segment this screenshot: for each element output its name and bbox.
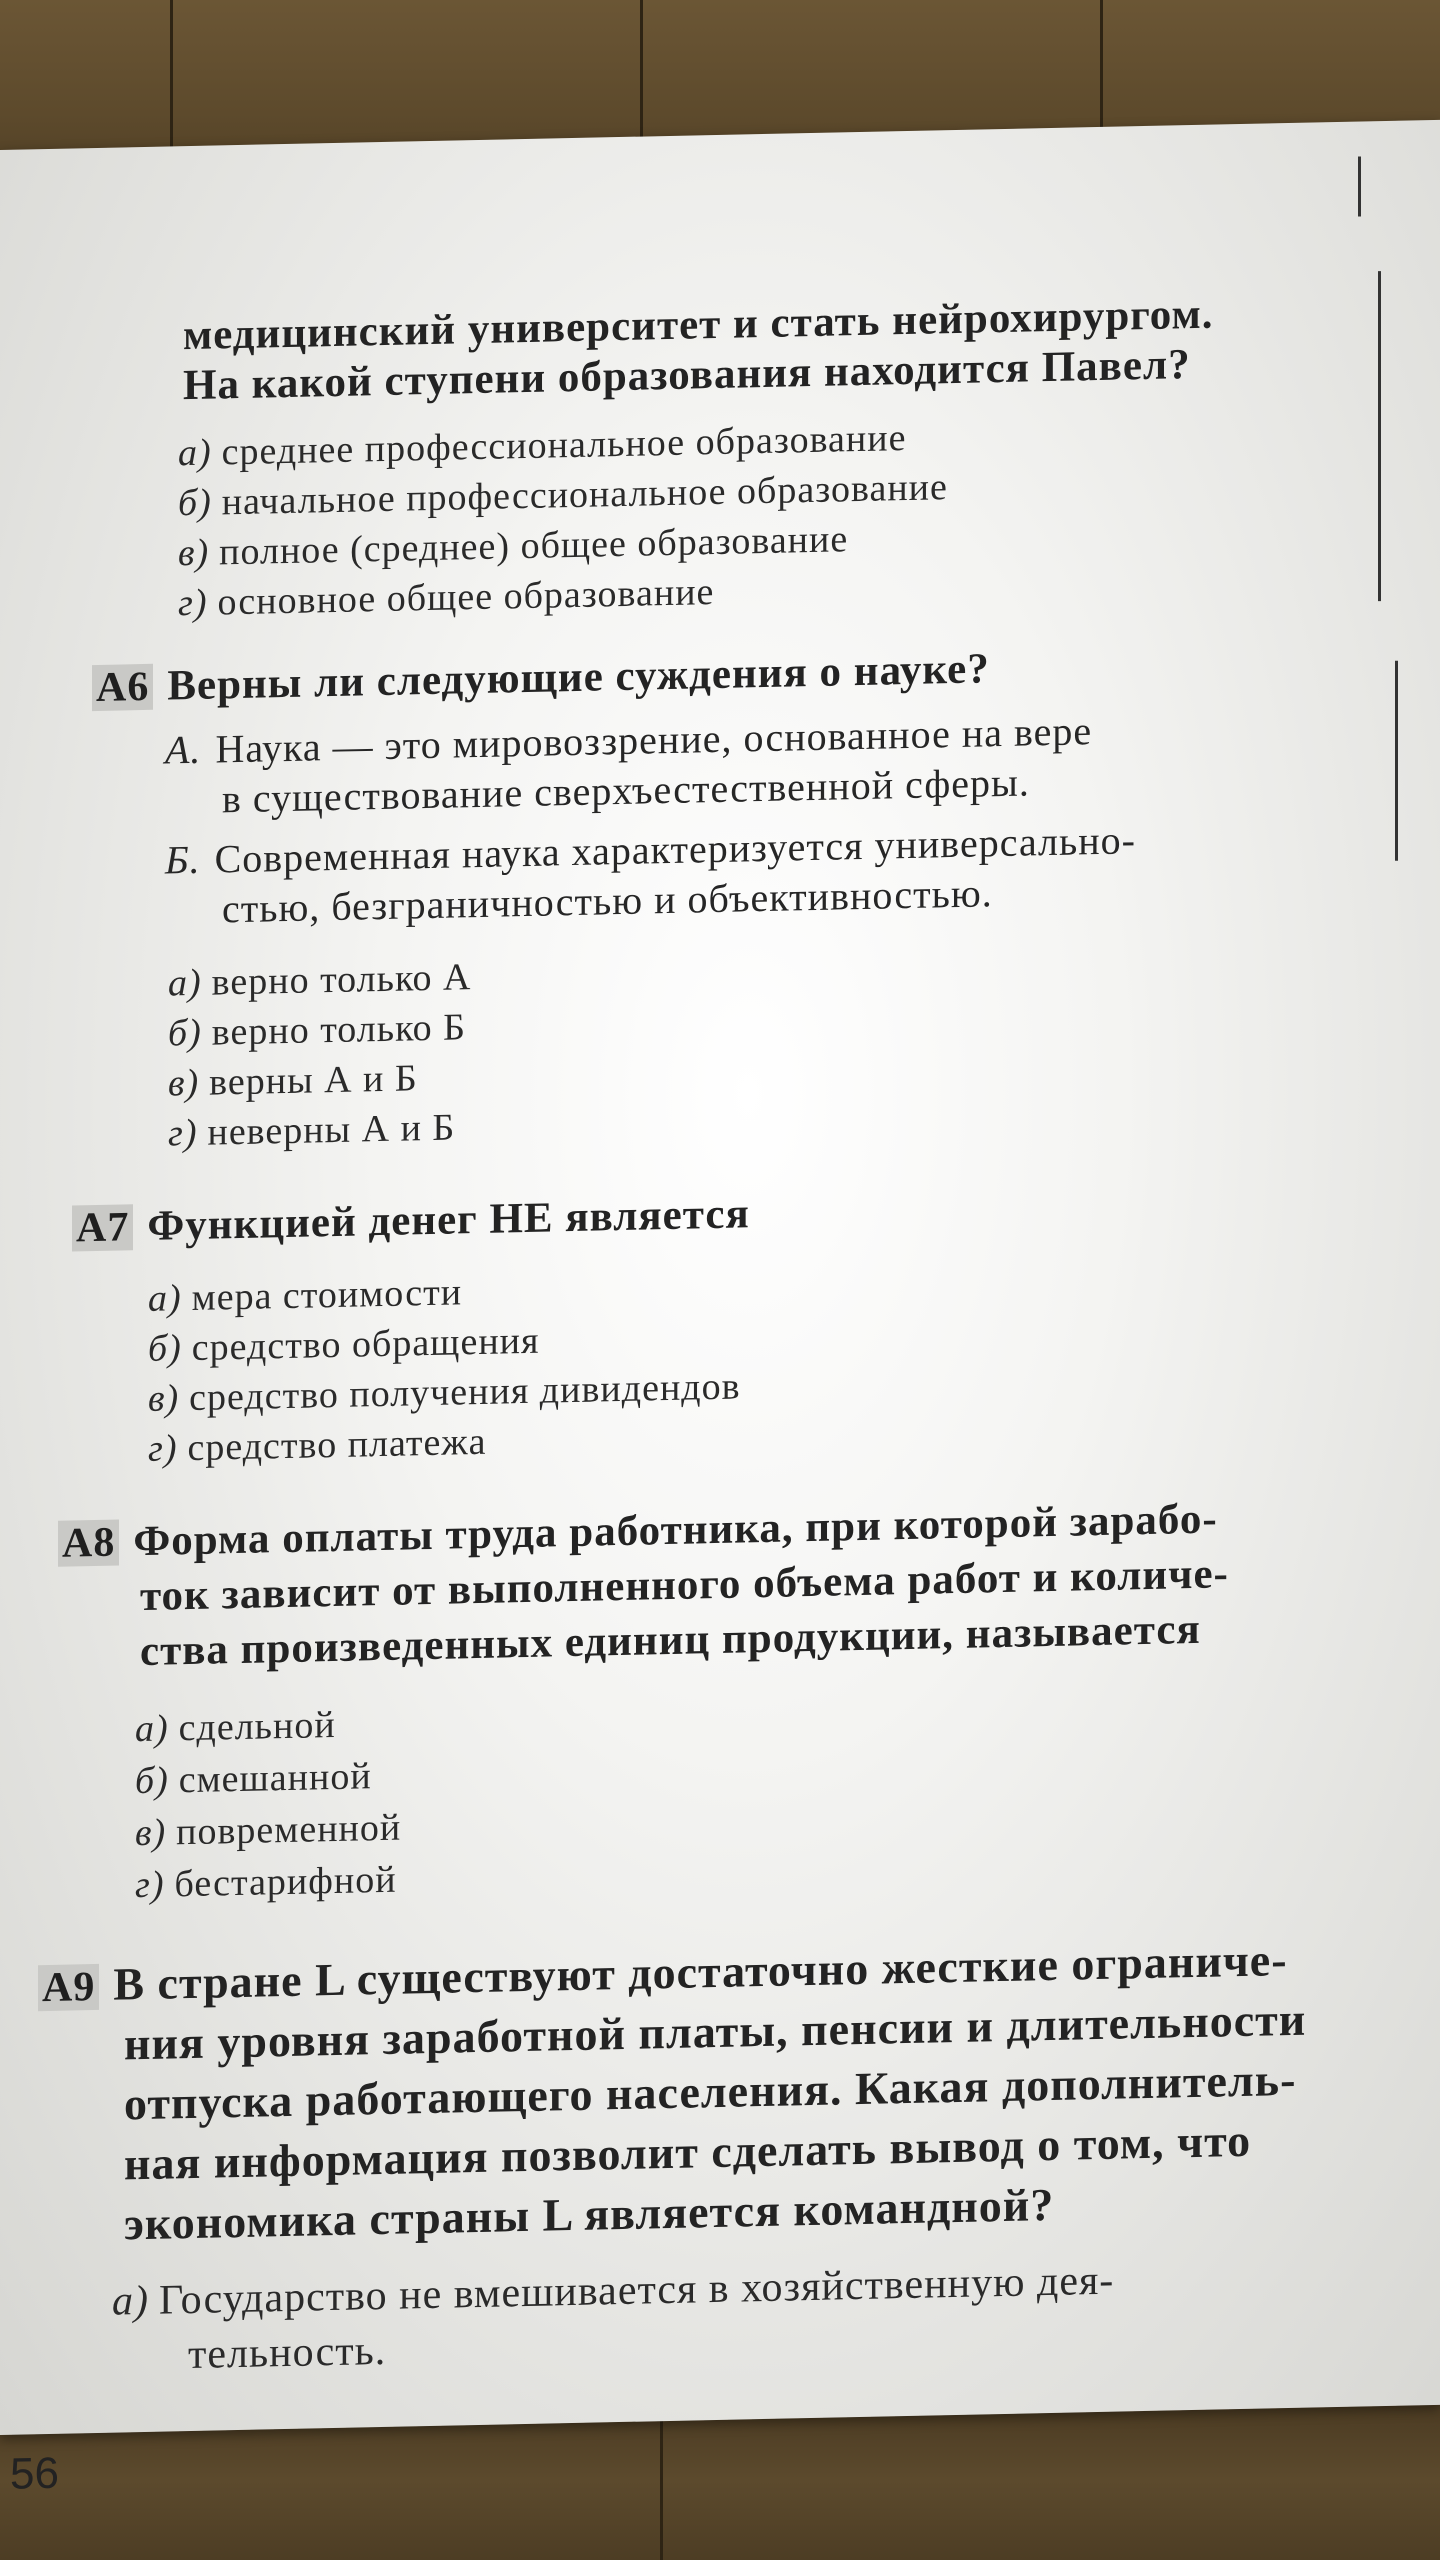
option-letter: а) xyxy=(168,961,202,1005)
option-text: мера стоимости xyxy=(191,1271,463,1319)
page-edge-mark xyxy=(1358,156,1361,216)
option-letter: б) xyxy=(148,1327,182,1370)
question-a9-line-2: ния уровня заработной платы, пенсии и длительности xyxy=(124,1993,1307,2070)
option-letter: б) xyxy=(135,1759,169,1803)
statement-letter: А. xyxy=(165,726,202,773)
question-a8-line-2: ток зависит от выполненного объема работ и количе- xyxy=(140,1550,1229,1621)
option-letter: а) xyxy=(178,431,212,475)
option-text: верно только А xyxy=(211,956,472,1004)
option-letter: а) xyxy=(148,1277,182,1320)
a6-option-a xyxy=(168,955,471,1005)
statement-letter: Б. xyxy=(165,836,201,883)
option-letter: г) xyxy=(148,1427,178,1470)
question-a9-line-5: экономика страны L является командной? xyxy=(124,2178,1055,2250)
page-edge-mark xyxy=(1378,271,1381,601)
a8-option-c xyxy=(135,1806,401,1856)
option-text: полное (среднее) общее образование xyxy=(219,518,849,574)
a6-option-d xyxy=(168,1105,455,1155)
option-letter: г) xyxy=(135,1863,165,1907)
page-number: 56 xyxy=(10,2448,59,2499)
a7-option-d xyxy=(148,1420,486,1471)
a6-option-b xyxy=(168,1005,466,1055)
option-letter: в) xyxy=(178,531,210,575)
option-text: основное общее образование xyxy=(217,571,715,624)
a6-statement-a-line-2: в существование сверхъестественной сферы. xyxy=(222,759,1030,822)
option-letter: а) xyxy=(112,2277,149,2325)
intro-line-2: На какой ступени образования находится Павел? xyxy=(183,341,1191,410)
a9-option-a-line-2: тельность. xyxy=(188,2327,387,2379)
option-text: верны А и Б xyxy=(209,1057,418,1104)
a8-option-b xyxy=(135,1754,372,1803)
option-letter: б) xyxy=(178,481,212,525)
book-page xyxy=(0,120,1440,2499)
option-text: средство платежа xyxy=(187,1420,487,1470)
option-text: начальное профессиональное образование xyxy=(221,466,948,524)
question-text: В стране L существуют достаточно жесткие ограниче- xyxy=(113,1934,1288,2010)
option-text: средство обращения xyxy=(191,1319,540,1369)
option-letter: в) xyxy=(135,1811,167,1855)
option-text: Государство не вмешивается в хозяйственную дея- xyxy=(159,2257,1115,2324)
option-text: смешанной xyxy=(178,1755,372,1802)
a7-option-a xyxy=(148,1270,462,1321)
option-letter: в) xyxy=(168,1061,200,1105)
question-number: А7 xyxy=(72,1204,133,1251)
question-a7 xyxy=(72,1189,750,1252)
question-text: Функцией денег НЕ является xyxy=(147,1190,750,1250)
intro-option-c xyxy=(178,517,848,575)
question-a9-line-4: ная информация позволит сделать вывод о том, что xyxy=(124,2114,1252,2190)
a8-option-a xyxy=(135,1703,336,1751)
option-text: верно только Б xyxy=(211,1006,466,1054)
option-text: сдельной xyxy=(178,1703,336,1750)
option-text: средство получения дивидендов xyxy=(189,1365,741,1420)
option-letter: б) xyxy=(168,1011,202,1055)
table-seam xyxy=(660,2400,663,2560)
intro-option-b xyxy=(178,465,948,525)
a8-option-d xyxy=(135,1858,397,1907)
question-number: А9 xyxy=(38,1964,99,2011)
a9-option-a-line-1 xyxy=(112,2257,1114,2326)
option-letter: г) xyxy=(178,581,208,625)
question-a6 xyxy=(92,644,990,712)
option-letter: а) xyxy=(135,1707,169,1751)
question-a8-line-3: ства произведенных единиц продукции, называется xyxy=(140,1605,1201,1676)
statement-text: Современная наука характеризуется универсально- xyxy=(214,817,1136,882)
a6-option-c xyxy=(168,1056,418,1105)
intro-option-a xyxy=(178,416,906,475)
a7-option-c xyxy=(148,1364,741,1420)
a7-option-b xyxy=(148,1319,539,1371)
option-letter: г) xyxy=(168,1111,198,1155)
question-a9-line-3: отпуска работающего населения. Какая дополнитель- xyxy=(124,2053,1297,2130)
option-letter: в) xyxy=(148,1377,180,1420)
question-number: А6 xyxy=(92,664,153,711)
option-text: неверны А и Б xyxy=(207,1106,456,1154)
page-edge-mark xyxy=(1395,661,1398,861)
a6-statement-b-line-2: стью, безграничностью и объективностью. xyxy=(222,870,993,932)
question-number: А8 xyxy=(58,1520,119,1567)
intro-line-1: медицинский университет и стать нейрохирургом. xyxy=(183,290,1214,360)
option-text: бестарифной xyxy=(174,1858,397,1906)
option-text: среднее профессиональное образование xyxy=(221,417,907,474)
question-text: Форма оплаты труда работника, при которой зарабо- xyxy=(133,1495,1218,1566)
question-text: Верны ли следующие суждения о науке? xyxy=(167,645,990,710)
option-text: повременной xyxy=(176,1806,402,1854)
intro-option-d xyxy=(178,570,714,625)
statement-text: Наука — это мировоззрение, основанное на вере xyxy=(215,708,1093,772)
